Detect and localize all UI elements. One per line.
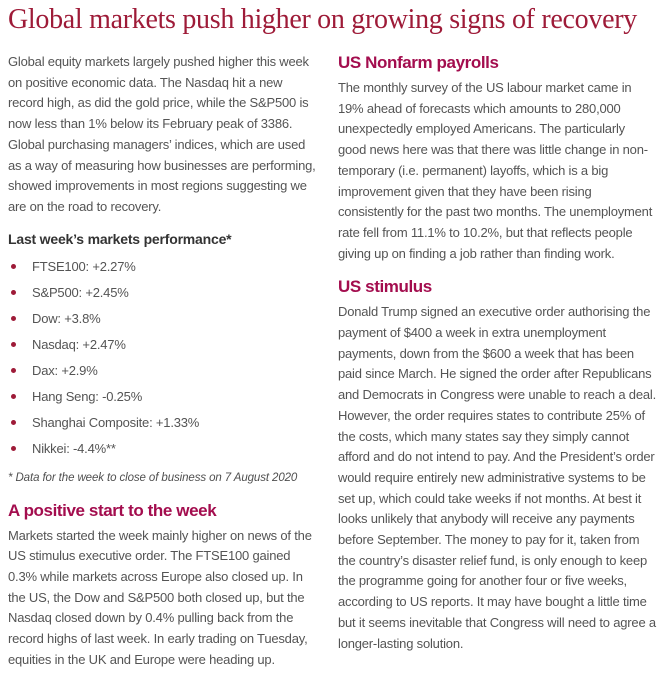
intro-paragraph: Global equity markets largely pushed higher this week on positive economic data. The Nasdaq hit a new record high, as did the gold price, while the S&P500 is now less than 1% below its February peak of 3386. Global purchasing managers’ indices, which are used as a way of measuring how businesses are performing, showed improvements in most regions suggesting we are on the road to recovery. xyxy=(8,54,316,214)
market-value: Nikkei: -4.4%** xyxy=(32,440,116,456)
bullet-icon xyxy=(11,264,16,269)
bullet-icon xyxy=(11,446,16,451)
us-stimulus-paragraph: Donald Trump signed an executive order authorising the payment of $400 a week in extra unemployment payments, down from the $600 a week that has been paid since March. He signed the order after Republicans and Democrats in Congress were unable to reach a deal. However, the order requires states to contribute 25% of the costs, which many states say they simply cannot afford and do not intend to pay. And the President’s order would require entirely new administrative systems to be set up, which could take weeks if not months. At best it looks unlikely that anybody will receive any payments before September. The money to pay for it, taken from the country’s disaster relief fund, is only enough to keep the programme going for another four or five weeks, according to US reports. It may have bought a little time but it seems inevitable that Congress will need to agree a longer-lasting solution. xyxy=(338,304,656,651)
nonfarm-payrolls-paragraph: The monthly survey of the US labour market came in 19% ahead of forecasts which amounts to 280,000 unexpectedly employed Americans. The particularly good news here was that there was little change in non-temporary (i.e. permanent) layoffs, which is a big improvement given that they have been rising consistently for the past two months. The unemployment rate fell from 11.1% to 10.2%, but that reflects people giving up on finding a job rather than finding work. xyxy=(338,80,653,261)
market-value: S&P500: +2.45% xyxy=(32,284,129,300)
nonfarm-payrolls-heading: US Nonfarm payrolls xyxy=(338,53,499,72)
list-item xyxy=(8,285,320,301)
list-item xyxy=(8,415,320,431)
us-stimulus-heading: US stimulus xyxy=(338,277,432,297)
market-value: FTSE100: +2.27% xyxy=(32,258,136,274)
list-item xyxy=(8,441,320,457)
market-value: Nasdaq: +2.47% xyxy=(32,336,126,352)
page-title: Global markets push higher on growing signs of recovery xyxy=(8,4,637,35)
market-value: Dow: +3.8% xyxy=(32,310,101,326)
bullet-icon xyxy=(11,368,16,373)
bullet-icon xyxy=(11,316,16,321)
bullet-icon xyxy=(11,420,16,425)
two-column-layout xyxy=(8,52,656,684)
markets-performance-heading: Last week’s markets performance* xyxy=(8,230,232,247)
list-item xyxy=(8,337,320,353)
market-value: Dax: +2.9% xyxy=(32,362,98,378)
markets-performance-list xyxy=(8,259,320,457)
left-column xyxy=(8,52,320,684)
list-item xyxy=(8,311,320,327)
market-value: Shanghai Composite: +1.33% xyxy=(32,414,200,430)
positive-start-heading: A positive start to the week xyxy=(8,500,217,520)
list-item xyxy=(8,389,320,405)
market-value: Hang Seng: -0.25% xyxy=(32,388,143,404)
list-item xyxy=(8,259,320,275)
positive-start-paragraph: Markets started the week mainly higher on news of the US stimulus executive order. The FTSE100 gained 0.3% while markets across Europe also closed up. In the US, the Dow and S&P500 both closed up, but the Nasdaq closed down by 0.4% pulling back from the record highs of last week. In early trading on Tuesday, equities in the UK and Europe were heading up. xyxy=(8,527,312,667)
bullet-icon xyxy=(11,290,16,295)
list-item xyxy=(8,363,320,379)
bullet-icon xyxy=(11,342,16,347)
data-footnote: * Data for the week to close of business on 7 August 2020 xyxy=(8,471,298,484)
bullet-icon xyxy=(11,394,16,399)
right-column xyxy=(338,52,656,684)
